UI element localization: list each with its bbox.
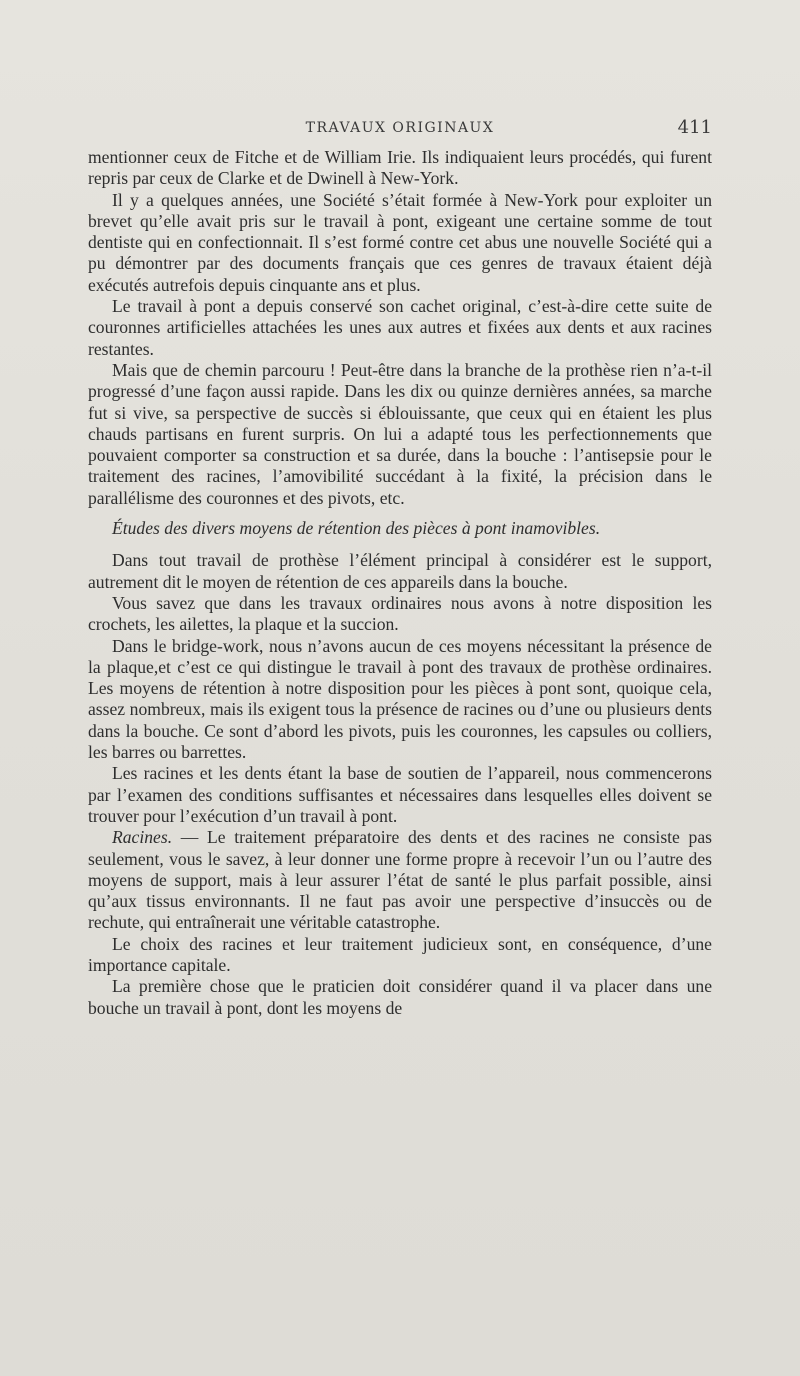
paragraph-body: — Le traitement préparatoire des dents et des racines ne consiste pas seulement, vous le savez, à leur donner une forme propre à recevoir l’un ou l’autre des moyens de support, mais à leur assurer l’état de santé le plus parfait possible, ainsi qu’aux tissus environnants. Il ne faut pas avoir une perspective d’insuccès ou de rechute, qui entraînerait une véritable catastrophe. xyxy=(88,827,712,933)
page-header xyxy=(88,117,712,141)
paragraph: Mais que de chemin parcouru ! Peut-être dans la branche de la prothèse rien n’a-t-il progressé d’une façon aussi rapide. Dans les dix ou quinze dernières années, sa marche fut si vive, sa perspective de succès si éblouissante, que ceux qui en étaient les plus chauds partisans en furent surpris. On lui a adapté tous les perfectionnements que pouvaient comporter sa construction et sa durée, dans la bouche : l’antisepsie pour le traitement des racines, l’amovibilité succédant à la fixité, la précision dans le parallélisme des couronnes et des pivots, etc. xyxy=(88,359,712,508)
section-heading: Études des divers moyens de rétention des pièces à pont inamovibles. xyxy=(112,518,601,539)
paragraph: Il y a quelques années, une Société s’était formée à New-York pour exploiter un brevet qu’elle avait pris sur le travail à pont, exigeant une certaine somme de tout dentiste qui en confectionnait. Il s’est formé contre cet abus une nouvelle Société qui a pu démontrer par des documents français que ces genres de travaux étaient déjà exécutés autrefois depuis cinquante ans et plus. xyxy=(88,189,712,295)
paragraph: Le travail à pont a depuis conservé son cachet original, c’est-à-dire cette suite de couronnes artificielles attachées les unes aux autres et fixées aux dents et aux racines restantes. xyxy=(88,296,712,359)
running-title: TRAVAUX ORIGINAUX xyxy=(305,120,495,136)
paragraph: La première chose que le praticien doit considérer quand il va placer dans une bouche un travail à pont, dont les moyens de xyxy=(88,976,712,1018)
paragraph-lead: Racines. xyxy=(112,827,173,848)
paragraph: Dans tout travail de prothèse l’élément principal à considérer est le support, autrement dit le moyen de rétention de ces appareils dans la bouche. xyxy=(88,550,712,592)
paragraph: Le choix des racines et leur traitement judicieux sont, en conséquence, d’une importance capitale. xyxy=(88,933,712,975)
paragraph: Les racines et les dents étant la base de soutien de l’appareil, nous commencerons par l’examen des conditions suffisantes et nécessaires dans lesquelles elles doivent se trouver pour l’exécution d’un travail à pont. xyxy=(88,763,712,826)
paragraph: Vous savez que dans les travaux ordinaires nous avons à notre disposition les crochets, les ailettes, la plaque et la succion. xyxy=(88,592,712,635)
paragraph xyxy=(88,827,712,933)
body-text xyxy=(88,147,712,1019)
page-number: 411 xyxy=(677,117,712,138)
paragraph: Dans le bridge-work, nous n’avons aucun de ces moyens nécessitant la présence de la plaque,et c’est ce qui distingue le travail à pont des travaux de prothèse ordinaires. Les moyens de rétention à notre disposition pour les pièces à pont sont, quoique cela, assez nombreux, mais ils exigent tous la présence de racines ou d’une ou plusieurs dents dans la bouche. Ce sont d’abord les pivots, puis les couronnes, les capsules ou colliers, les barres ou barrettes. xyxy=(88,635,712,763)
paragraph: mentionner ceux de Fitche et de William Irie. Ils indiquaient leurs procédés, qui furent repris par ceux de Clarke et de Dwinell à New-York. xyxy=(88,147,712,189)
